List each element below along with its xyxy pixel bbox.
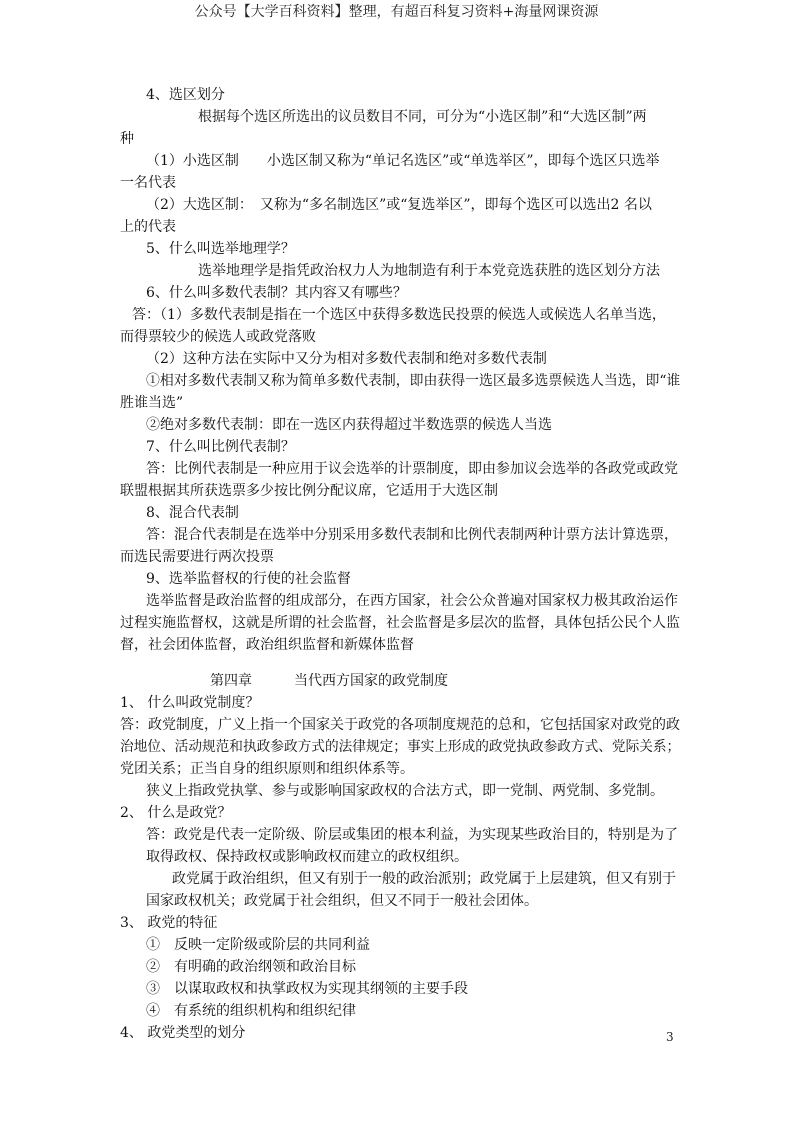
- section-heading: 4、 政党类型的划分: [120, 1025, 246, 1041]
- section-heading: 9、选举监督权的行使的社会监督: [146, 571, 351, 587]
- text-line: 而得票较少的候选人或政党落败: [120, 329, 316, 345]
- text-line: 狭义上指政党执掌、参与或影响国家政权的合法方式，即一党制、两党制、多党制。: [146, 783, 664, 799]
- text-line: 国家政权机关；政党属于社会组织，但又不同于一般社会团体。: [146, 893, 538, 909]
- text-line: 答：政党是代表一定阶级、阶层或集团的根本利益，为实现某些政治目的，特别是为了: [146, 827, 678, 843]
- list-item: ④ 有系统的组织机构和组织纪律: [146, 1003, 356, 1019]
- text-line: 而选民需要进行两次投票: [120, 549, 274, 565]
- section-heading: 6、什么叫多数代表制？其内容又有哪些？: [146, 285, 407, 301]
- section-heading: 3、 政党的特征: [120, 915, 218, 931]
- text-line: 联盟根据其所获选票多少按比例分配议席，它适用于大选区制: [120, 483, 498, 499]
- section-heading: 8、混合代表制: [146, 505, 239, 521]
- text-line: 胜谁当选”: [120, 395, 184, 411]
- text-line: 取得政权、保持政权或影响政权而建立的政权组织。: [146, 849, 468, 865]
- text-line: （1）小选区制 小选区制又称为“单记名选区”或“单选举区”，即每个选区只选举: [146, 153, 660, 169]
- text-line: 一名代表: [120, 175, 176, 191]
- text-line: 党团关系；正当自身的组织原则和组织体系等。: [120, 761, 414, 777]
- text-line: 政党属于政治组织，但又有别于一般的政治派别；政党属于上层建筑，但又有别于: [172, 871, 676, 887]
- text-line: 过程实施监督权，这就是所谓的社会监督，社会监督是多层次的监督，具体包括公民个人监: [120, 615, 680, 631]
- text-line: 种: [120, 131, 134, 147]
- page-number: 3: [666, 1030, 674, 1044]
- text-line: 答：混合代表制是在选举中分别采用多数代表制和比例代表制两种计票方法计算选票，: [146, 527, 678, 543]
- section-heading: 1、 什么叫政党制度？: [120, 695, 260, 711]
- text-line: ②绝对多数代表制：即在一选区内获得超过半数选票的候选人当选: [146, 417, 552, 433]
- text-line: 选举地理学是指凭政治权力人为地制造有利于本党竞选获胜的选区划分方法: [198, 263, 660, 279]
- section-heading: 7、什么叫比例代表制？: [146, 439, 295, 455]
- text-line: 治地位、活动规范和执政参政方式的法律规定；事实上形成的政党执政参政方式、党际关系；: [120, 739, 681, 755]
- text-line: ①相对多数代表制又称为简单多数代表制，即由获得一选区最多选票候选人当选，即“谁: [146, 373, 681, 389]
- text-line: 答：比例代表制是一种应用于议会选举的计票制度，即由参加议会选举的各政党或政党: [146, 461, 678, 477]
- list-item: ② 有明确的政治纲领和政治目标: [146, 959, 356, 975]
- section-heading: 2、 什么是政党？: [120, 805, 232, 821]
- text-line: 答：（1）多数代表制是指在一个选区中获得多数选民投票的候选人或候选人名单当选，: [132, 307, 666, 323]
- text-line: 根据每个选区所选出的议员数目不同，可分为“小选区制”和“大选区制”两: [198, 109, 647, 125]
- text-line: （2）大选区制： 又称为“多名制选区”或“复选举区”，即每个选区可以选出2 名以: [146, 197, 652, 213]
- text-line: （2）这种方法在实际中又分为相对多数代表制和绝对多数代表制: [146, 351, 547, 367]
- text-line: 督，社会团体监督，政治组织监督和新媒体监督: [120, 637, 414, 653]
- text-line: 答：政党制度，广义上指一个国家关于政党的各项制度规范的总和，它包括国家对政党的政: [120, 717, 680, 733]
- chapter-title: 第四章 当代西方国家的政党制度: [210, 673, 448, 689]
- list-item: ③ 以谋取政权和执掌政权为实现其纲领的主要手段: [146, 981, 468, 997]
- section-heading: 4、选区划分: [146, 87, 225, 103]
- text-line: 选举监督是政治监督的组成部分，在西方国家，社会公众普遍对国家权力极其政治运作: [146, 593, 678, 609]
- section-heading: 5、什么叫选举地理学？: [146, 241, 295, 257]
- page-header: 公众号【大学百科资料】整理，有超百科复习资料+海量网课资源: [194, 4, 599, 20]
- text-line: 上的代表: [120, 219, 176, 235]
- list-item: ① 反映一定阶级或阶层的共同利益: [146, 937, 370, 953]
